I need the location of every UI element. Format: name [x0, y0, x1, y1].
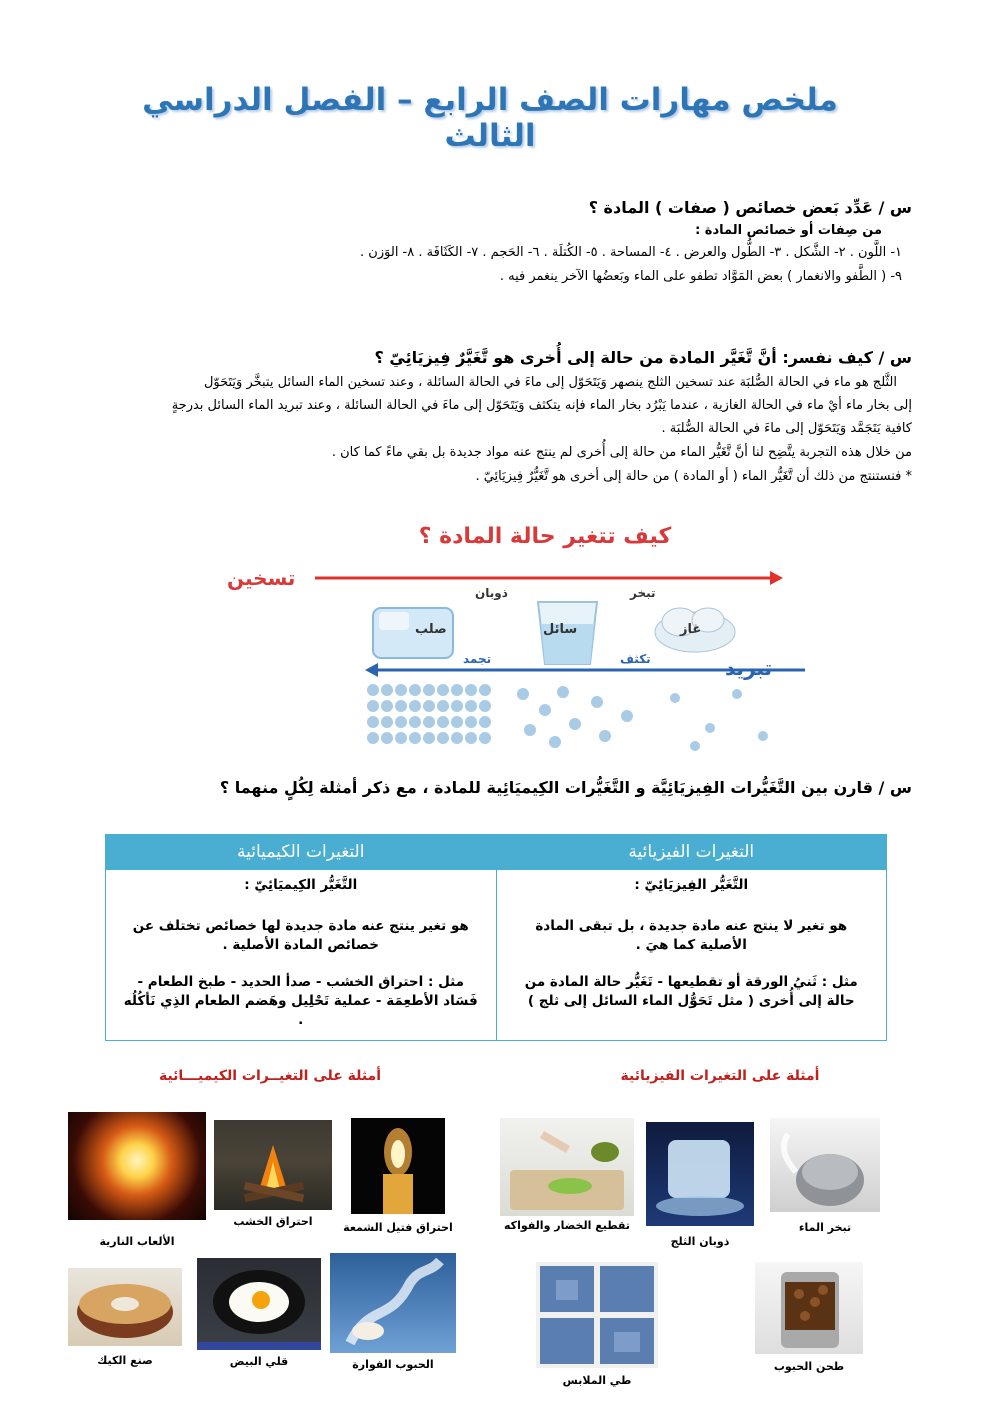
condensation-label: تكثف	[620, 652, 651, 666]
explanation-conclusion: من خلال هذه التجربة يتَّضِح لنا أنَّ تَّغَيُّر الماء من حالة إلى أُخرى لم ينتج عنه مواد جديدة بل بقي ماءً كما كان .	[331, 445, 912, 460]
tablet-caption: الحبوب الفوارة	[352, 1358, 434, 1371]
ice-caption: ذوبان الثلج	[670, 1235, 730, 1248]
boiling-kettle-image	[770, 1118, 880, 1212]
question-properties: س / عَدِّد بَعض خصائص ( صفات ) المادة ؟	[588, 198, 912, 217]
liquid-label: سائل	[543, 622, 578, 637]
explanation-line-2: إلى بخار ماء أيْ ماء في الحالة الغازية ، عندما يَبْرُد بخار الماء فإنه يتكثف وَيَتَحَوّل إلى ماءَ في الحالة السائلة ، وعند تبريد الماء السائل بدرجةٍ	[171, 398, 912, 413]
freezing-label: تجمد	[463, 652, 492, 666]
explanation-result: * فنستنتج من ذلك أن تَّغَيُّر الماء ( أو المادة ) من حالة إلى أخرى هو تَّغَيُّرٌ فِيزيَائِيّ .	[475, 469, 912, 484]
wood-fire-image	[214, 1120, 332, 1210]
folding-clothes-image	[536, 1262, 658, 1368]
gas-label: غاز	[680, 622, 702, 637]
chemical-heading: التَّغَيُّر الكِيميَائِيّ :	[244, 877, 358, 893]
cooling-label: تبريد	[725, 656, 773, 680]
properties-subheading: من صِفات أو خصائص المادة :	[695, 223, 882, 238]
question-compare-changes: س / قارن بين التَّغَيُّرات الفِيزيَائِيَّة و التَّغَيُّرات الكِيميَائِية للمادة ، مع ذكر أمثلة لِكُلٍ منهما ؟	[219, 778, 912, 797]
solid-label: صلب	[415, 622, 447, 637]
question-state-change: س / كيف نفسر: أنَّ تَّغَيَّر المادة من حالة إلى أُخرى هو تَّغَيَّرٌ فِيزيَائِيّ ؟	[374, 348, 912, 367]
states-of-matter-diagram	[225, 510, 805, 760]
fried-egg-image	[197, 1258, 321, 1350]
steam-caption: تبخر الماء	[798, 1221, 852, 1234]
physical-heading: التَّغَيُّر الفِيزيَائِيّ :	[634, 877, 749, 893]
egg-caption: قلي البيض	[229, 1355, 289, 1368]
comparison-table	[105, 834, 887, 1041]
cell-physical	[496, 870, 887, 1041]
chemical-examples: مثل : احتراق الخشب - صدأ الحديد - طبخ الطعام - فَسَاد الأطعِمَة - عملية تَحْلِيل وهَضم الطعام الذِي نَأكُلُه .	[123, 974, 478, 1028]
fireworks-caption: الألعاب النارية	[99, 1235, 175, 1248]
melting-ice-image	[646, 1122, 754, 1226]
header-physical: التغيرات الفيزيائية	[496, 835, 887, 870]
chemical-definition: هو تغير ينتج عنه مادة جديدة لها خصائص تختلف عن خصائص المادة الأصلية .	[132, 918, 469, 953]
cell-chemical	[106, 870, 497, 1041]
grinding-caption: طحن الحبوب	[773, 1360, 845, 1373]
physical-examples: مثل : ثَنيُ الورقة أو تقطيعها - تَغَيُّر حالة المادة من حالة إلى أُخرى ( مثل تَحَوُّل الماء السائل إلى ثلج )	[524, 974, 858, 1009]
melting-label: ذوبان	[475, 586, 508, 600]
heating-label: تسخين	[227, 566, 296, 590]
properties-list: ١- اللَّون . ٢- الشَّكل . ٣- الطُّول والعرض . ٤- المساحة . ٥- الكُتلَة . ٦- الحَجم . ٧- الكَثَافَة . ٨- الوَزن .	[360, 245, 902, 260]
cutting-vegetables-image	[500, 1118, 634, 1216]
effervescent-tablet-image	[330, 1253, 456, 1353]
chemical-examples-title: أمثلة على التغيــرات الكيميـــائية	[158, 1068, 382, 1084]
cutting-caption: تقطيع الخضار والفواكه	[504, 1219, 630, 1232]
physical-examples-title: أمثلة على التغيرات الفيزيائية	[620, 1068, 820, 1084]
grinding-beans-image	[755, 1262, 863, 1354]
header-chemical: التغيرات الكيميائية	[106, 835, 497, 870]
folding-caption: طي الملابس	[562, 1374, 632, 1387]
cake-image	[68, 1268, 182, 1346]
candle-image	[351, 1118, 445, 1214]
wood-caption: احتراق الخشب	[233, 1215, 313, 1228]
explanation-line-1: الثَّلج هو ماء في الحالة الصُّلبَة عند تسخين الثلج ينصهر وَيَتَحَوّل إلى ماءَ في الحالة السائلة ، وعند تسخين الماء السائل يتبخَّر وَيَتَحَوّل	[203, 375, 897, 390]
evaporation-label: تبخر	[630, 586, 656, 600]
fireworks-image	[68, 1112, 206, 1220]
explanation-line-3: كافية يَتَجَمَّد وَيَتَحَوّل إلى ماءَ في الحالة الصُّلبَة .	[661, 421, 912, 436]
diagram-title: كيف تتغير حالة المادة ؟	[418, 524, 672, 549]
page-title: ملخص مهارات الصف الرابع – الفصل الدراسي الثالث	[142, 82, 838, 154]
particles-illustration	[365, 680, 785, 755]
cake-caption: صنع الكيك	[97, 1354, 153, 1367]
physical-definition: هو تغير لا ينتج عنه مادة جديدة ، بل تبقى المادة الأصلية كما هيَ .	[535, 918, 848, 953]
candle-caption: احتراق فتيل الشمعة	[343, 1221, 453, 1234]
heating-arrow	[315, 568, 785, 588]
properties-float-sink: ٩- ( الطَّفو والانغمار ) بعض المَوَّاد تطفو على الماء وبَعضُها الآخر ينغمر فيه .	[499, 269, 902, 284]
